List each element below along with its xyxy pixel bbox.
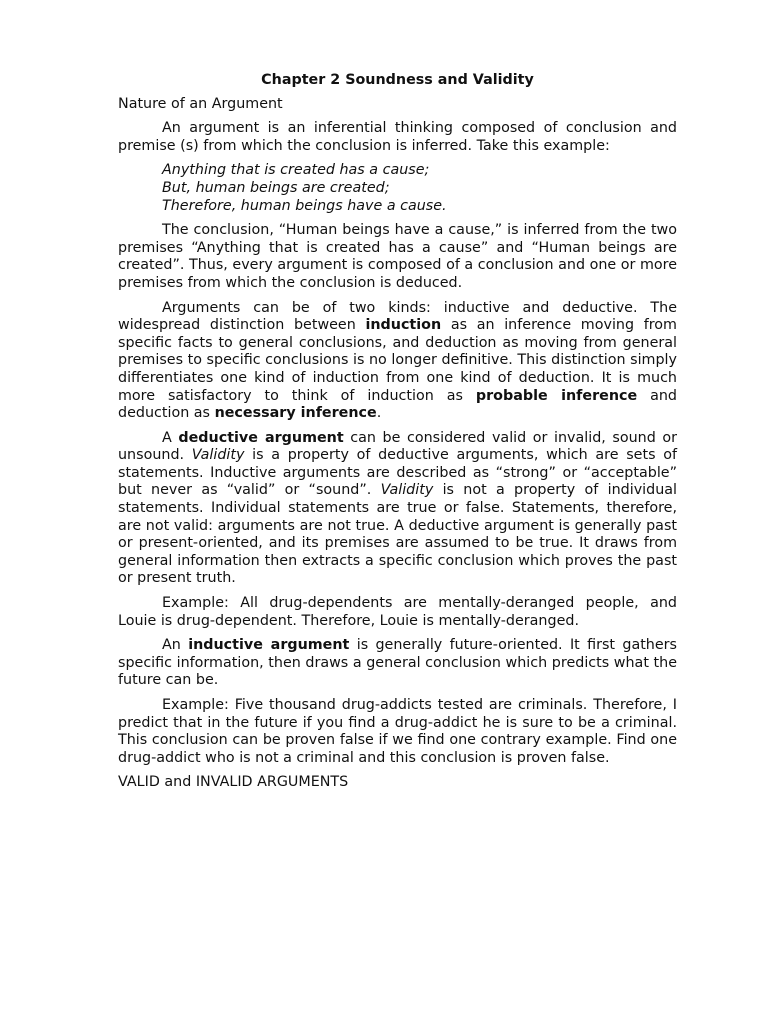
term-induction: induction: [365, 317, 442, 334]
term-probable-inference: probable inference: [475, 387, 638, 404]
term-necessary-inference: necessary inference: [214, 405, 377, 422]
syllogism-major-premise: Anything that is created has a cause;: [162, 162, 430, 179]
section-heading-nature-of-argument: Nature of an Argument: [118, 95, 283, 112]
syllogism-minor-premise: But, human beings are created;: [162, 179, 390, 196]
paragraph-deductive-example: Example: All drug-dependents are mentally-deranged people, and Louie is drug-dependent. Therefore, Louie is mentally-deranged.: [118, 595, 677, 629]
syllogism-conclusion: Therefore, human beings have a cause.: [162, 197, 447, 214]
text-span: .: [376, 405, 382, 422]
section-heading-valid-invalid: VALID and INVALID ARGUMENTS: [118, 774, 349, 791]
text-span: is generally future-oriented. It first gathers specific information, then draws a general conclusion which predicts what the future can be.: [118, 637, 677, 689]
term-deductive-argument: deductive argument: [178, 429, 344, 446]
paragraph-inductive-argument: [118, 637, 677, 690]
text-span: as an inference moving from specific facts to general conclusions, and deduction as moving from general premises to specific conclusions is no longer definitive. This distinction simply differentiates one kind of induction from one kind of deduction. It is much more satisfactory to think of induction as: [118, 317, 677, 404]
text-span: and deduction as: [118, 387, 678, 422]
text-span: is not a property of individual statements. Individual statements are true or false. Statements, therefore, are not valid: arguments are not true. A deductive argument is generally past or present-oriented, and its premises are assumed to be true. It draws from general information then extracts a specific conclusion which proves the past or present truth.: [118, 482, 677, 587]
text-span: An: [162, 637, 189, 654]
text-span: can be considered valid or invalid, sound or unsound.: [118, 429, 678, 464]
paragraph-deductive-argument: [118, 430, 677, 588]
term-inductive-argument: inductive argument: [188, 637, 350, 654]
term-validity: Validity: [191, 447, 245, 464]
text-span: Arguments can be of two kinds: inductive and deductive. The widespread distinction between: [118, 299, 677, 334]
paragraph-inductive-example: Example: Five thousand drug-addicts tested are criminals. Therefore, I predict that in the future if you find a drug-addict he is sure to be a criminal. This conclusion can be proven false if we find one contrary example. Find one drug-addict who is not a criminal and this conclusion is proven false.: [118, 697, 677, 766]
text-span: is a property of deductive arguments, which are sets of statements. Inductive arguments are described as “strong” or “acceptable” but never as “valid” or “sound”.: [118, 447, 677, 499]
paragraph-inductive-deductive: [118, 300, 677, 423]
example-syllogism: [162, 162, 677, 215]
chapter-title: Chapter 2 Soundness and Validity: [261, 72, 534, 88]
paragraph-definition: An argument is an inferential thinking composed of conclusion and premise (s) from which the conclusion is inferred. Take this example:: [118, 120, 677, 154]
paragraph-conclusion-explanation: The conclusion, “Human beings have a cause,” is inferred from the two premises “Anything that is created has a cause” and “Human beings are created”. Thus, every argument is composed of a conclusion and one or more premises from which the conclusion is deduced.: [118, 222, 677, 291]
term-validity: Validity: [380, 482, 434, 499]
text-span: A: [162, 429, 179, 446]
document-body: [118, 72, 677, 799]
